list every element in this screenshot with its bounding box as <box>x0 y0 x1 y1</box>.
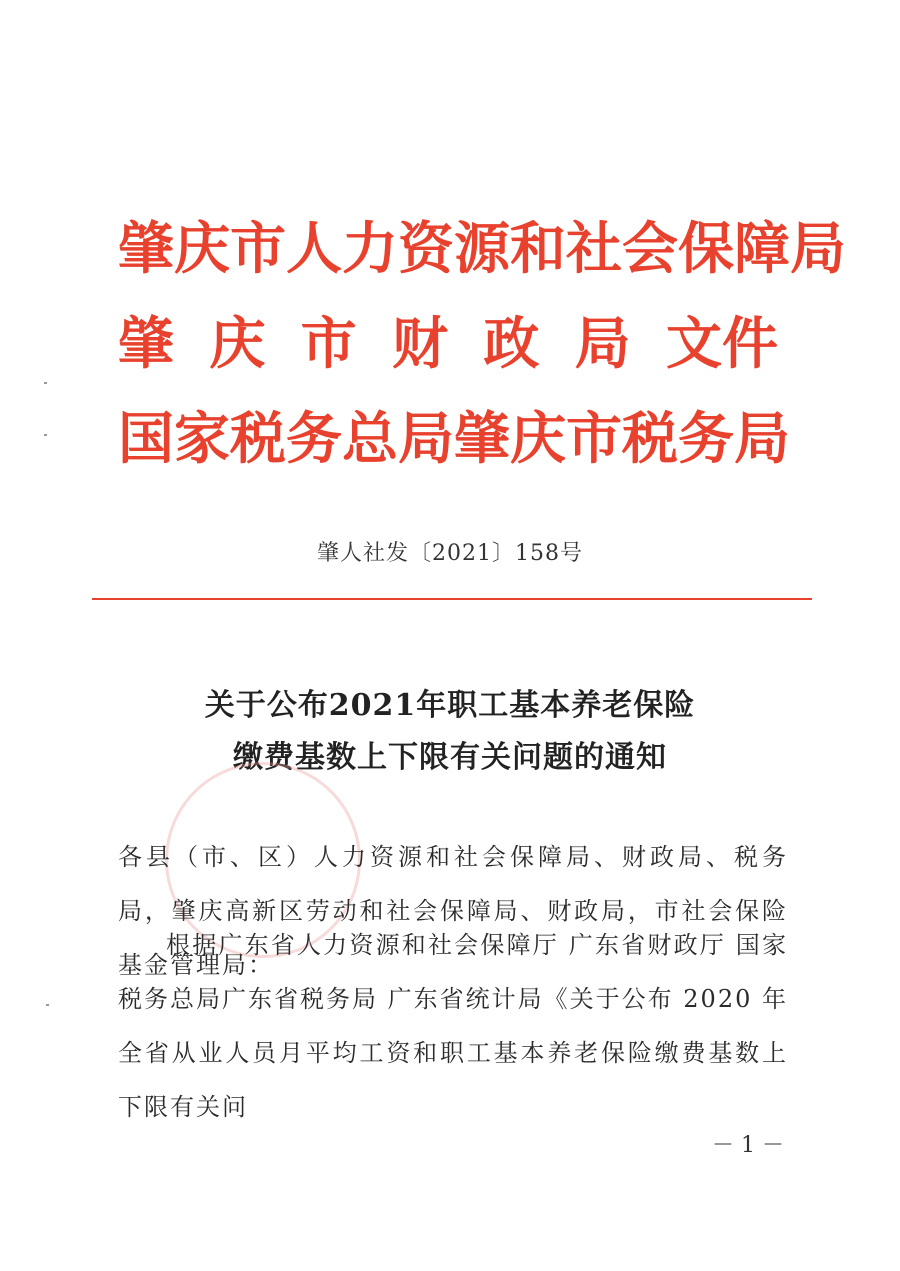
addressee-paragraph: 各县（市、区）人力资源和社会保障局、财政局、税务局，肇庆高新区劳动和社会保障局、财政局，市社会保险基金管理局： <box>118 843 788 979</box>
header-char: 政 <box>483 312 540 377</box>
notice-title-line-1: 关于公布2021年职工基本养老保险 <box>204 688 696 723</box>
header-char: 市 <box>300 312 357 377</box>
header-char: 肇 <box>118 312 174 377</box>
scan-speck <box>44 382 47 384</box>
notice-title-line-2: 缴费基数上下限有关问题的通知 <box>233 740 667 775</box>
document-number: 肇人社发〔2021〕158号 <box>317 541 583 566</box>
header-char: 文件 <box>665 312 778 377</box>
red-divider-line <box>92 598 812 600</box>
page-number: － 1 － <box>712 1133 784 1158</box>
scan-speck <box>44 434 47 436</box>
header-char: 局 <box>574 312 631 377</box>
body-paragraph: 根据广东省人力资源和社会保障厅 广东省财政厅 国家税务总局广东省税务局 广东省统计局《关于公布 2020 年全省从业人员月平均工资和职工基本养老保险缴费基数上下限有关问 <box>118 931 788 1121</box>
header-char: 财 <box>391 312 448 377</box>
issuer-header-line-1: 肇庆市人力资源和社会保障局 <box>118 217 846 282</box>
issuer-header-line-2 <box>118 313 778 377</box>
scan-speck <box>46 1004 49 1006</box>
header-char: 庆 <box>209 312 266 377</box>
issuer-header-line-3: 国家税务总局肇庆市税务局 <box>118 407 790 472</box>
